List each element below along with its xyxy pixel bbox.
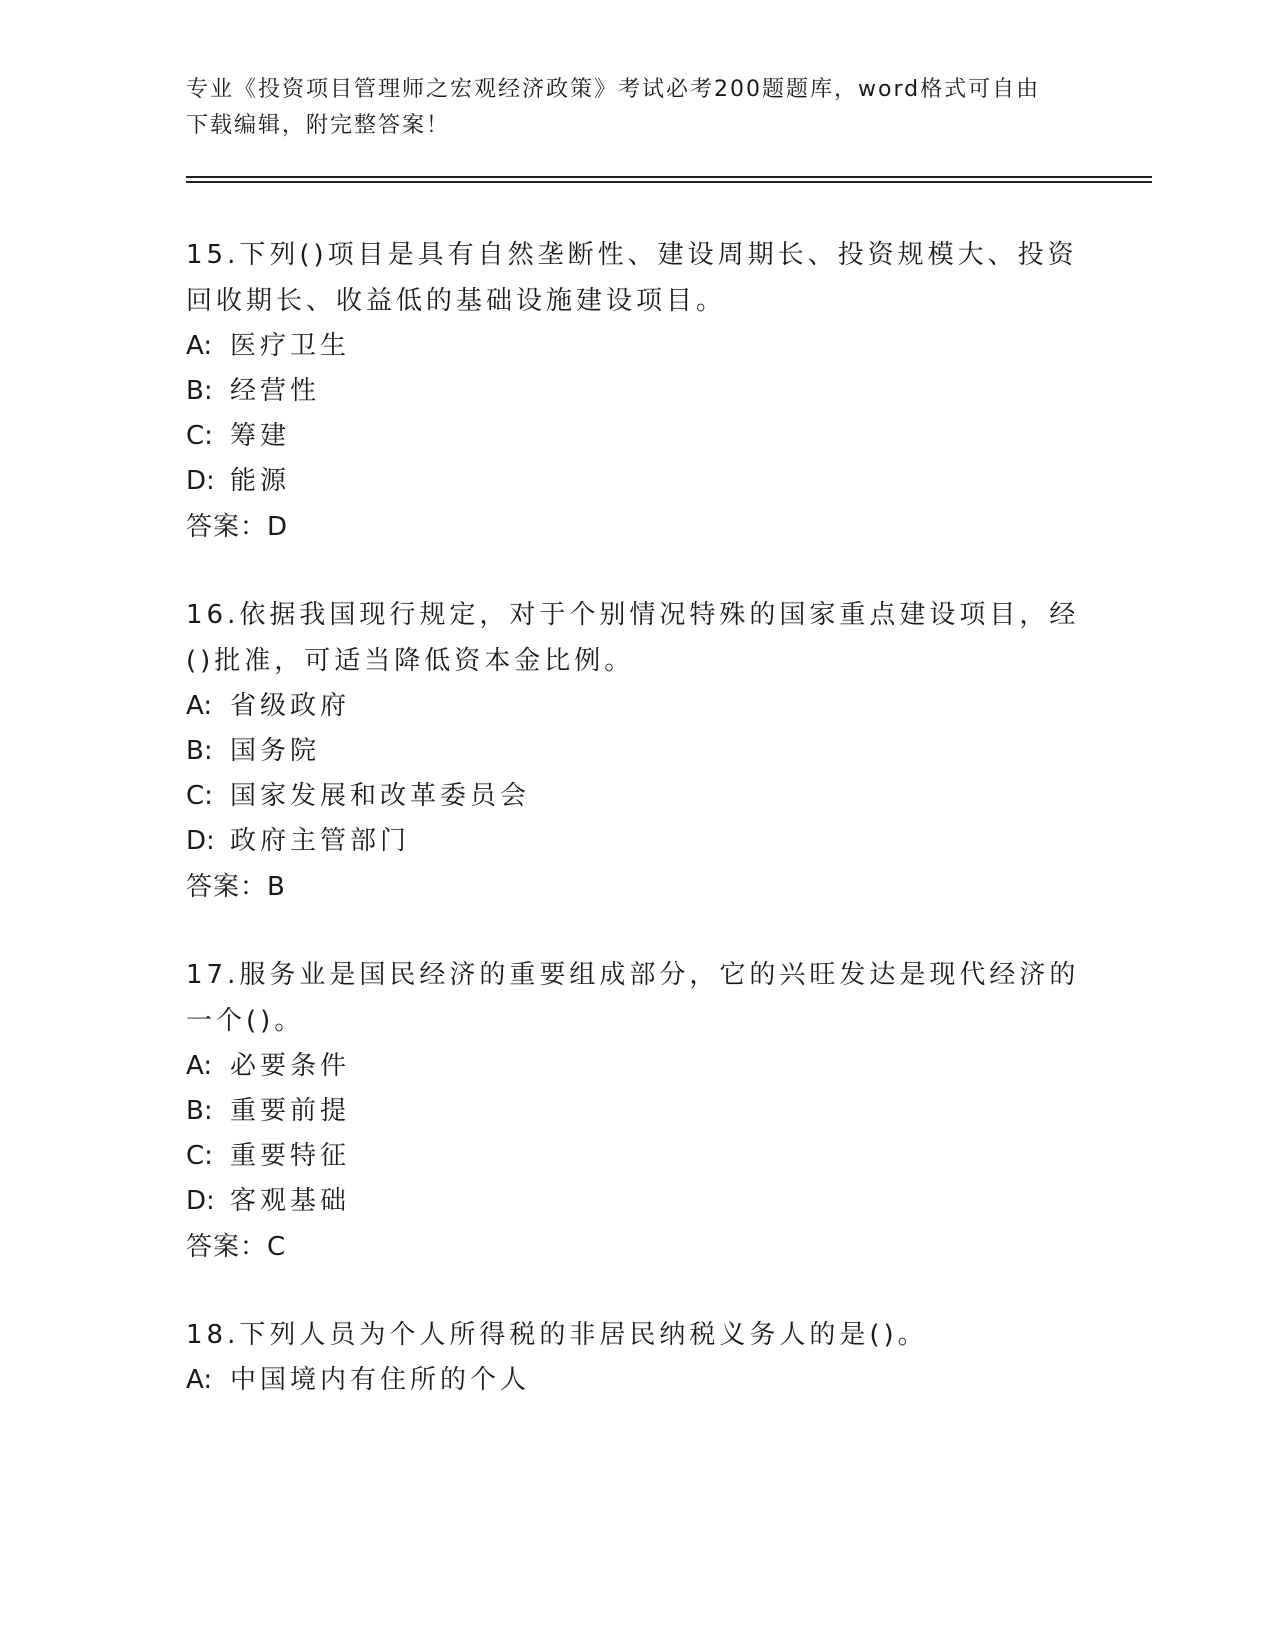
header-line-1: 专业《投资项目管理师之宏观经济政策》考试必考200题题库，word格式可自由 [186, 77, 1041, 102]
header-divider-bottom [186, 181, 1152, 183]
option-text: 重要前提 [230, 1096, 351, 1126]
question-stem: 15.下列()项目是具有自然垄断性、建设周期长、投资规模大、投资回收期长、收益低的基础设施建设项目。 [186, 240, 1078, 316]
question-15 [186, 232, 1086, 550]
option-letter: B: [186, 736, 213, 766]
option-b [186, 369, 1086, 414]
option-text: 省级政府 [230, 691, 351, 721]
option-text: 国家发展和改革委员会 [230, 781, 531, 811]
option-a [186, 1044, 1086, 1089]
question-17 [186, 952, 1086, 1270]
option-d [186, 819, 1086, 864]
question-stem: 18.下列人员为个人所得税的非居民纳税义务人的是()。 [186, 1320, 928, 1350]
option-text: 国务院 [230, 736, 321, 766]
option-a [186, 684, 1086, 729]
option-c [186, 1134, 1086, 1179]
option-b [186, 1089, 1086, 1134]
option-letter: D: [186, 826, 215, 856]
question-16 [186, 592, 1086, 910]
option-c [186, 414, 1086, 459]
header-line-2: 下载编辑，附完整答案！ [186, 113, 451, 138]
option-letter: A: [186, 691, 213, 721]
option-text: 客观基础 [230, 1186, 351, 1216]
option-text: 中国境内有住所的个人 [230, 1365, 531, 1395]
option-letter: B: [186, 376, 213, 406]
option-d [186, 459, 1086, 504]
question-stem: 16.依据我国现行规定，对于个别情况特殊的国家重点建设项目，经()批准，可适当降低资本金比例。 [186, 600, 1080, 676]
question-18 [186, 1312, 1086, 1403]
option-letter: C: [186, 1141, 213, 1171]
option-text: 医疗卫生 [230, 331, 351, 361]
answer-line: 答案：C [186, 1232, 287, 1262]
option-text: 政府主管部门 [230, 826, 411, 856]
header-divider-top [186, 176, 1152, 178]
option-a [186, 324, 1086, 369]
option-letter: C: [186, 421, 213, 451]
option-letter: D: [186, 466, 215, 496]
option-text: 经营性 [230, 376, 321, 406]
option-text: 能源 [230, 466, 291, 496]
option-a [186, 1358, 1086, 1403]
option-letter: A: [186, 331, 213, 361]
answer-line: 答案：D [186, 512, 289, 542]
document-header [186, 72, 1086, 144]
option-text: 重要特征 [230, 1141, 351, 1171]
option-letter: A: [186, 1365, 213, 1395]
answer-line: 答案：B [186, 872, 286, 902]
option-letter: D: [186, 1186, 215, 1216]
question-list [186, 232, 1086, 1445]
option-text: 必要条件 [230, 1051, 351, 1081]
option-d [186, 1179, 1086, 1224]
option-letter: A: [186, 1051, 213, 1081]
question-stem: 17.服务业是国民经济的重要组成部分，它的兴旺发达是现代经济的一个()。 [186, 960, 1080, 1036]
option-b [186, 729, 1086, 774]
option-text: 筹建 [230, 421, 291, 451]
option-c [186, 774, 1086, 819]
option-letter: B: [186, 1096, 213, 1126]
option-letter: C: [186, 781, 213, 811]
